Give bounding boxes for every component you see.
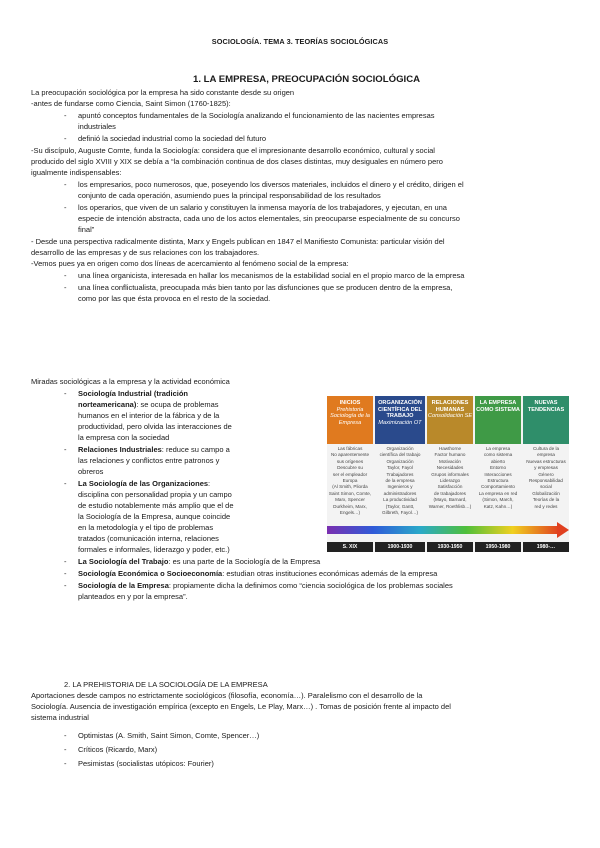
year-label: 1950-1980 <box>475 542 521 552</box>
bullet-text: humanos en el interior de la fábrica y de la <box>78 411 220 420</box>
bullet-text: una línea organicista, interesada en hallar los mecanismos de la estabilidad social en el propio marco de la empresa <box>78 271 465 280</box>
bullet-dash: - <box>64 581 67 590</box>
bullet-text: la empresa con la sociedad <box>78 433 170 442</box>
bullet-dash: - <box>64 479 67 488</box>
bullet-text: Sociología Económica o Socioeconomía: estudian otras instituciones económicas además de la empresa <box>78 569 438 578</box>
bullet-dash: - <box>64 203 67 212</box>
bullet-dash: - <box>64 283 67 292</box>
bullet-dash: - <box>64 759 67 768</box>
bullet-text: productividad, pero olvida las interacciones de <box>78 422 232 431</box>
section-1-title: 1. LA EMPRESA, PREOCUPACIÓN SOCIOLÓGICA <box>193 74 421 85</box>
bullet-text: industriales <box>78 122 116 131</box>
paragraph-line: La preocupación sociológica por la empresa ha sido constante desde su origen <box>31 88 295 97</box>
paragraph-line: Sociología. Ausencia de investigación empírica (excepto en Engels, Le Play, Marx…) . Tomas de posición frente al impacto del <box>31 702 451 711</box>
bullet-text: los operarios, que viven de un salario y constituyen la inmensa mayoría de los trabajadores, y ejecutan, en una <box>78 203 447 212</box>
infographic-body: Hawthorne Factor humano Motivación Necesidades Grupos informales Liderazgo Satisfacción de trabajadores (Mayo, Barnard, Warner, Roethlisb…) <box>428 446 472 509</box>
bullet-text: La Sociología de las Organizaciones: <box>78 479 211 488</box>
bullet-text: conjunto de cada operación, asumiendo pues la principal responsabilidad de los resultados <box>78 191 381 200</box>
paragraph-line: -Vemos pues ya en origen como dos líneas de acercamiento al fenómeno social de la empresa: <box>31 259 349 268</box>
bullet-dash: - <box>64 111 67 120</box>
paragraph-line: igualmente indispensables: <box>31 168 122 177</box>
infographic-body: La empresa como sistema abierto Entorno Interacciones Estructura Comportamiento La empresa en red (Simon, March, Katz, Kahn…) <box>478 446 518 509</box>
timeline-arrow <box>327 522 569 538</box>
year-label: S. XIX <box>327 542 373 552</box>
paragraph-line: Miradas sociológicas a la empresa y la actividad económica <box>31 377 230 386</box>
year-label: 1900-1930 <box>375 542 425 552</box>
infographic-col-sistema: LA EMPRESA COMO SISTEMA <box>475 396 521 444</box>
bullet-text: Críticos (Ricardo, Marx) <box>78 745 158 754</box>
year-label: 1930-1950 <box>427 542 473 552</box>
bullet-text: apuntó conceptos fundamentales de la Sociología analizando el funcionamiento de las nacientes empresas <box>78 111 435 120</box>
bullet-text: planteados en y por la empresa”. <box>78 592 188 601</box>
infographic-col-oct: ORGANIZACIÓN CIENTÍFICA DEL TRABAJO Maximización OT <box>375 396 425 444</box>
paragraph-line: - Desde una perspectiva radicalmente distinta, Marx y Engels publican en 1847 el Manifiesto Comunista: particular visión del <box>31 237 445 246</box>
bullet-text: final” <box>78 225 95 234</box>
bullet-dash: - <box>64 134 67 143</box>
paragraph-line: sistema industrial <box>31 713 89 722</box>
bullet-text: los empresarios, poco numerosos, que, poseyendo los diversos materiales, incluidos el dinero y el crédito, dirigen el <box>78 180 464 189</box>
bullet-text: la Sociología de la Empresa, aunque coincide <box>78 512 231 521</box>
bullet-text: de estudio notablemente más amplio que el de <box>78 501 234 510</box>
paragraph-line: Aportaciones desde campos no estrictamente sociológicos (filosofía, economía…). Paralelismo con el desarrollo de la <box>31 691 423 700</box>
bullet-dash: - <box>64 569 67 578</box>
bullet-text: Pesimistas (socialistas utópicos: Fourier) <box>78 759 214 768</box>
bullet-text: Sociología de la Empresa: propiamente dicha la definimos como “ciencia sociológica de los problemas sociales <box>78 581 453 590</box>
bullet-dash: - <box>64 745 67 754</box>
bullet-dash: - <box>64 445 67 454</box>
paragraph-line: -antes de fundarse como Ciencia, Saint Simon (1760-1825): <box>31 99 231 108</box>
bullet-text: las relaciones y conflictos entre patronos y <box>78 456 220 465</box>
infographic-col-nuevas: NUEVAS TENDENCIAS <box>523 396 569 444</box>
bullet-text: una línea conflictualista, preocupada más bien tanto por las disfunciones que se producen dentro de la empresa, <box>78 283 453 292</box>
infographic-body: Cultura de la empresa Nuevas estructuras y empresas Género Responsabilidad social Globalización Teorías de la red y redes <box>526 446 566 509</box>
bullet-text: La Sociología del Trabajo: es una parte de la Sociología de la Empresa <box>78 557 321 566</box>
bullet-dash: - <box>64 271 67 280</box>
paragraph-line: desarrollo de las empresas y de sus relaciones con los trabajadores. <box>31 248 260 257</box>
document-header: SOCIOLOGÍA. TEMA 3. TEORÍAS SOCIOLÓGICAS <box>211 37 389 46</box>
bullet-text: definió la sociedad industrial como la sociedad del futuro <box>78 134 267 143</box>
bullet-text: en la metodología y el tipo de problemas <box>78 523 214 532</box>
bullet-text: formales e informales, liderazgo y poder, etc.) <box>78 545 230 554</box>
year-label: 1980-… <box>523 542 569 552</box>
bullet-text: especie de intención abstracta, cada uno de los actos elementales, sin preocuparse especialmente de su concurso <box>78 214 460 223</box>
bullet-dash: - <box>64 731 67 740</box>
infographic-body: Las fábricas No aparentemente sus orígenes Descubre su ser el empleador Europa (Al Smith, Pliorda Saint Simon, Comte, Marx, Spencer Durkheim, Marx, Engels…) <box>328 446 372 516</box>
bullet-dash: - <box>64 389 67 398</box>
bullet-text: Optimistas (A. Smith, Saint Simon, Comte, Spencer…) <box>78 731 260 740</box>
bullet-text: Relaciones Industriales: reduce su campo a <box>78 445 230 454</box>
bullet-text: como por las que ésta provoca en el resto de la sociedad. <box>78 294 271 303</box>
infographic-body: Organización científica del trabajo Organización Taylor, Fayol Trabajadores de la empresa Ingenieros y administradores La productividad (Taylor, Gantt, Gilbreth, Fayol…) <box>379 446 421 516</box>
paragraph-line: producido del siglo XVIII y XIX se debía a “la combinación continua de dos clases distintas, muy desiguales en número pero <box>31 157 443 166</box>
bullet-text: norteamericana): se ocupa de problemas <box>78 400 219 409</box>
infographic-col-inicios: INICIOS Prehistoria Sociología de la Empresa <box>327 396 373 444</box>
history-infographic <box>327 396 569 552</box>
bullet-text: Sociología Industrial (tradición <box>78 389 189 398</box>
bullet-text: tratados (comunicación interna, relaciones <box>78 534 219 543</box>
infographic-col-relaciones: RELACIONES HUMANAS Consolidación SE <box>427 396 473 444</box>
bullet-dash: - <box>64 557 67 566</box>
paragraph-line: -Su discípulo, Auguste Comte, funda la Sociología: considera que el impresionante desarrollo económico, cultural y social <box>31 146 435 155</box>
bullet-dash: - <box>64 180 67 189</box>
bullet-text: disciplina con personalidad propia y un campo <box>78 490 232 499</box>
bullet-text: obreros <box>78 467 104 476</box>
section-2-title: 2. LA PREHISTORIA DE LA SOCIOLOGÍA DE LA EMPRESA <box>64 680 268 689</box>
